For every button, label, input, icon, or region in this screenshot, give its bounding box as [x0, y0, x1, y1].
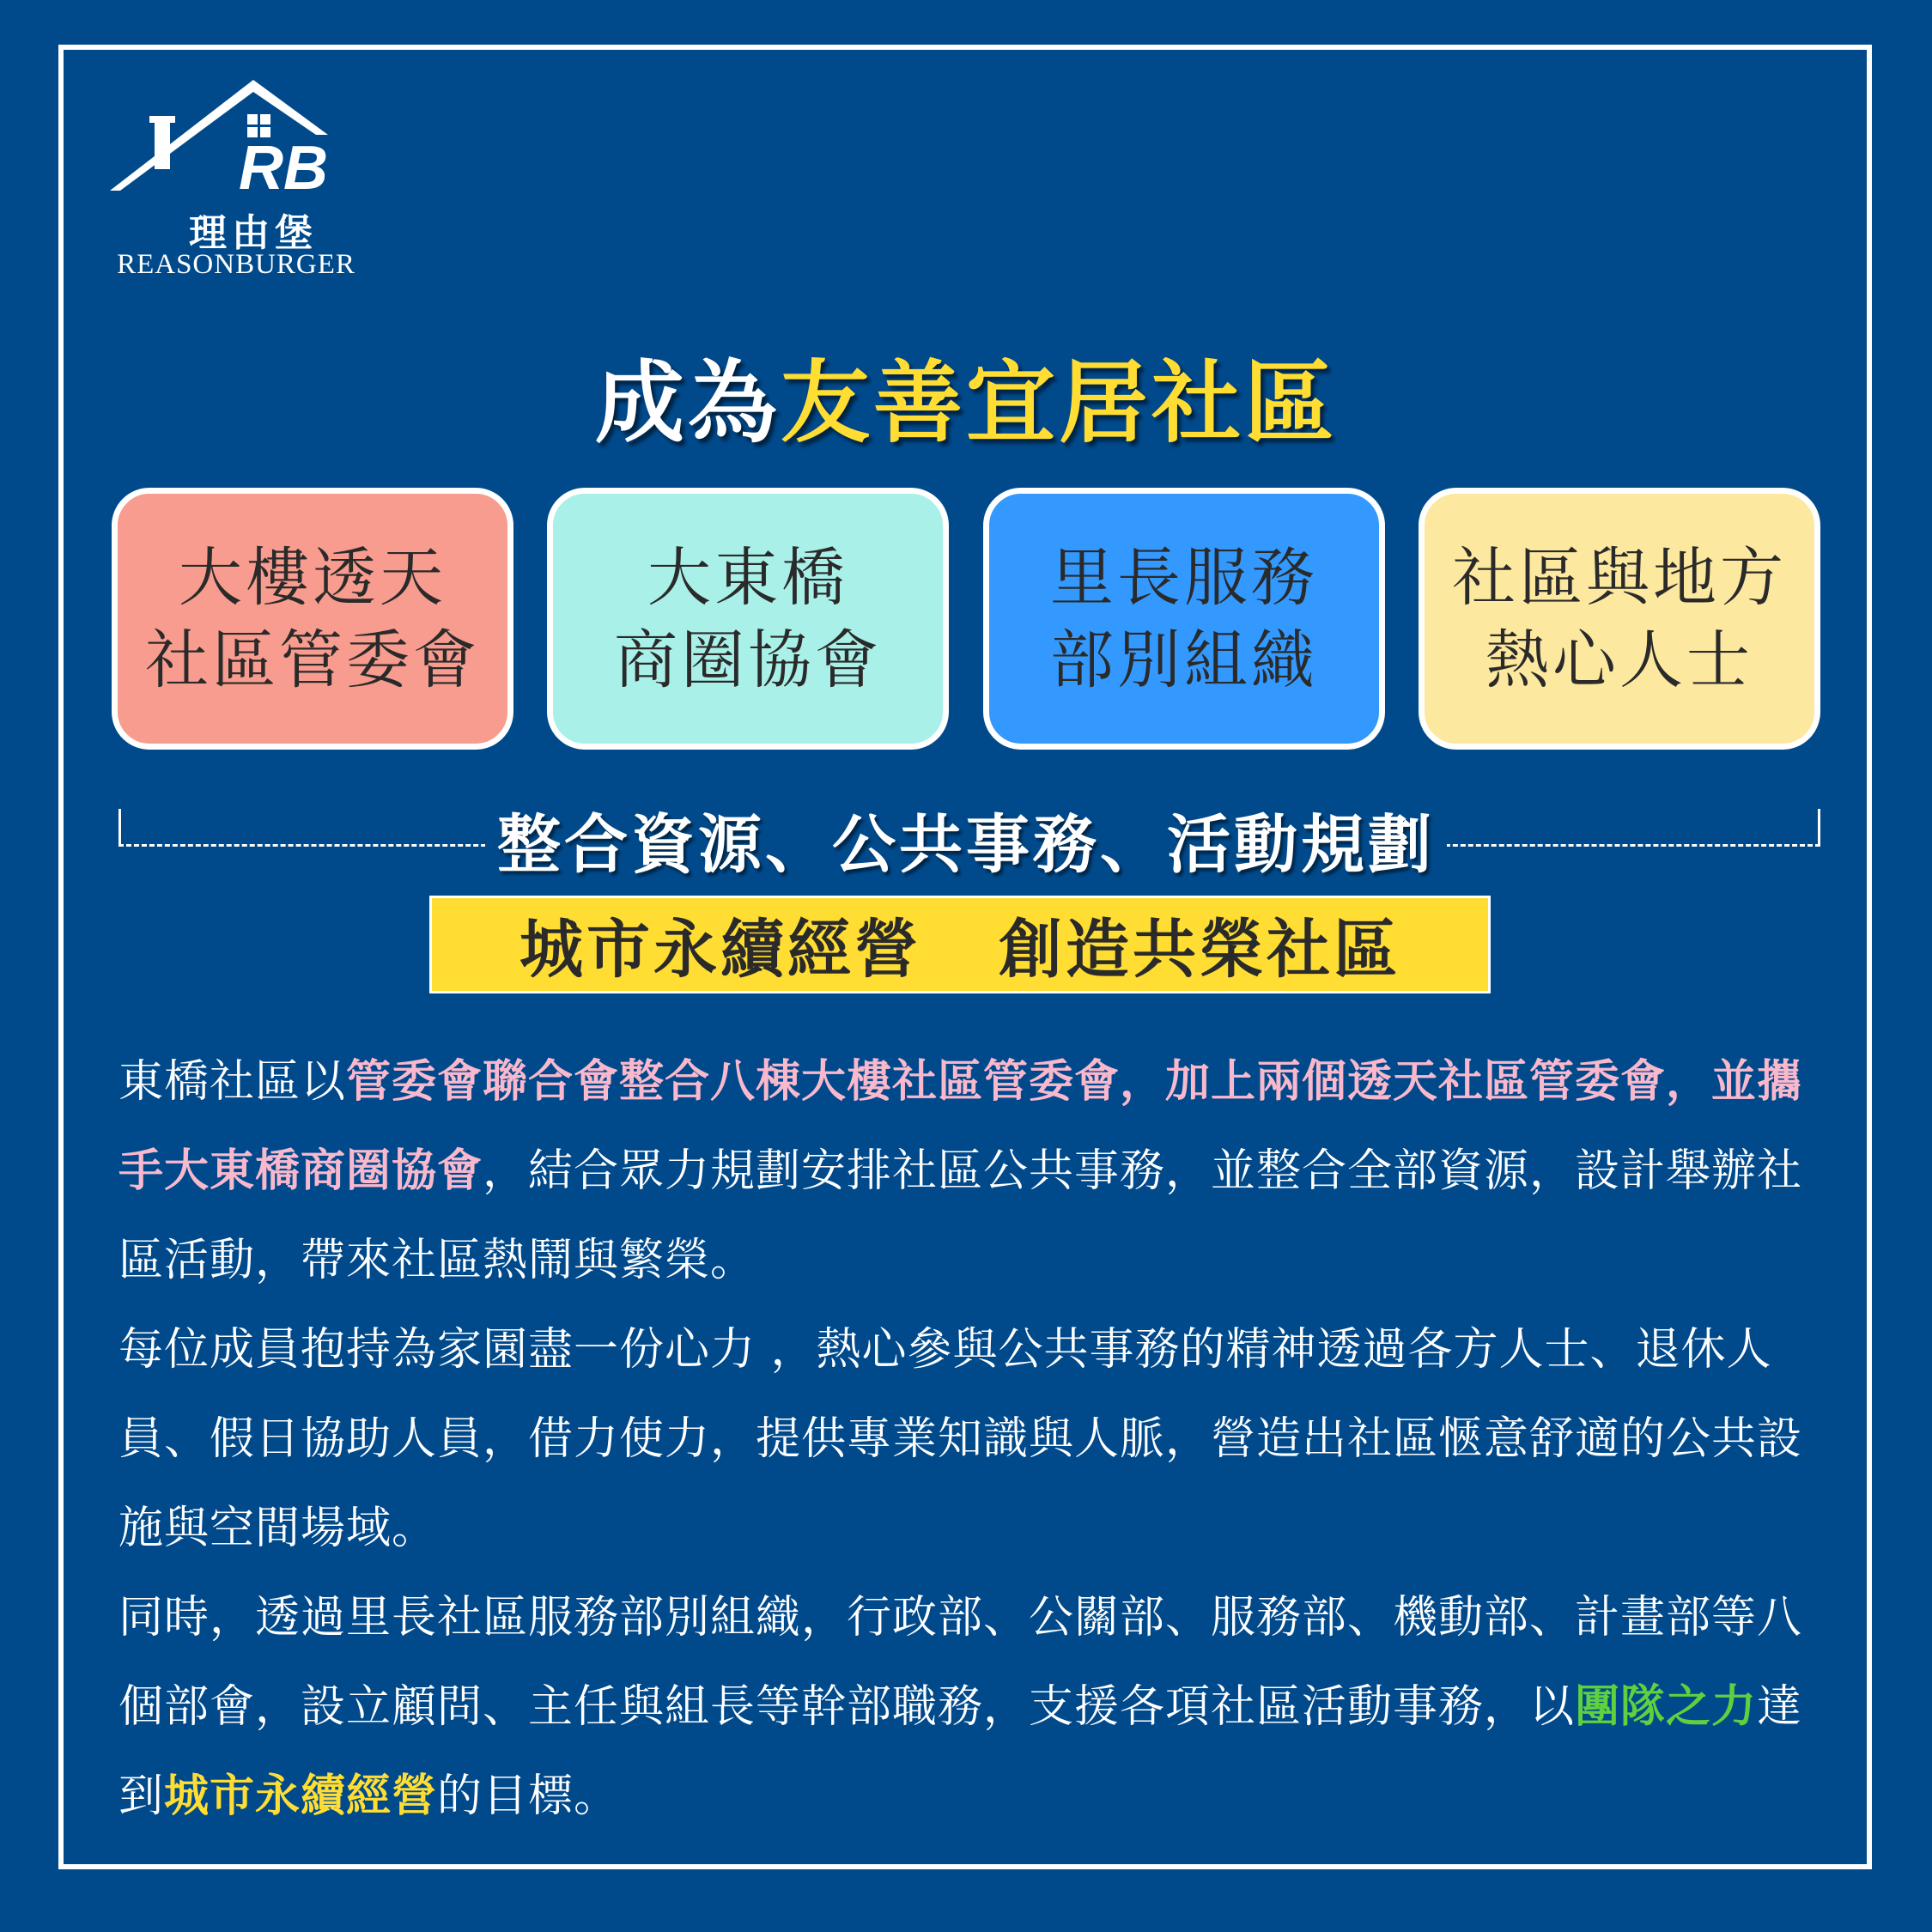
card-line-1: 大東橋 [647, 540, 848, 615]
card-line-1: 里長服務 [1050, 540, 1318, 615]
card-line-2: 商圈協會 [614, 623, 882, 697]
card-line-1: 大樓透天 [179, 540, 447, 615]
paragraph-text: 東橋社區以 [118, 1056, 347, 1108]
slogan-banner [429, 896, 1491, 993]
card-line-2: 熱心人士 [1485, 623, 1753, 697]
logo-name-chinese: 理由堡 [189, 211, 318, 255]
partner-cards [112, 488, 1829, 750]
highlight-green: 團隊之力 [1575, 1681, 1758, 1733]
subheading-text: 整合資源、公共事務、活動規劃 [485, 805, 1447, 884]
slogan-part-1: 城市永續經營 [519, 913, 921, 987]
page-title [0, 331, 1932, 459]
title-part-yellow: 友善宜居社區 [781, 350, 1338, 455]
card-building-committee [112, 488, 513, 750]
card-business-association [547, 488, 949, 750]
paragraph-text: 達到 [118, 1681, 1803, 1822]
logo-name-english: REASONBURGER [117, 249, 355, 280]
paragraph-2: 每位成員抱持為家園盡一份心力 ，熱心參與公共事務的精神透過各方人士、退休人員、假日協助人員，借力使力，提供專業知識與人脈，營造出社區愜意舒適的公共設施與空間場域。 [118, 1324, 1803, 1554]
card-line-2: 社區管委會 [145, 623, 480, 697]
paragraph-3 [118, 1573, 1823, 1841]
dashed-bracket [118, 809, 1820, 847]
brand-logo [103, 73, 378, 288]
paragraph-text: ，結合眾力規劃安排社區公共事務，並整合全部資源，設計舉辦社區活動，帶來社區熱鬧與繁榮。 [118, 1145, 1803, 1286]
card-line-2: 部別組織 [1050, 623, 1318, 697]
body-text [118, 1037, 1823, 1841]
highlight-pink: 管委會聯合會整合八棟大樓社區管委會，加上兩個透天社區管委會，並攜手大東橋商圈協會 [118, 1056, 1803, 1197]
title-part-white: 成為 [594, 350, 781, 455]
paragraph-text: 同時，透過里長社區服務部別組織，行政部、公關部、服務部、機動部、計畫部等八個部會，設立顧問、主任與組長等幹部職務，支援各項社區活動事務，以 [118, 1592, 1803, 1733]
logo-monogram: RB [239, 134, 328, 203]
card-village-service [983, 488, 1385, 750]
highlight-yellow: 城市永續經營 [164, 1771, 438, 1822]
slogan-part-2: 創造共榮社區 [999, 913, 1400, 987]
card-line-1: 社區與地方 [1452, 540, 1787, 615]
card-community-volunteers [1419, 488, 1820, 750]
paragraph-text: 的目標。 [437, 1771, 620, 1822]
house-rb-icon [103, 73, 378, 210]
paragraph-1 [118, 1037, 1823, 1305]
